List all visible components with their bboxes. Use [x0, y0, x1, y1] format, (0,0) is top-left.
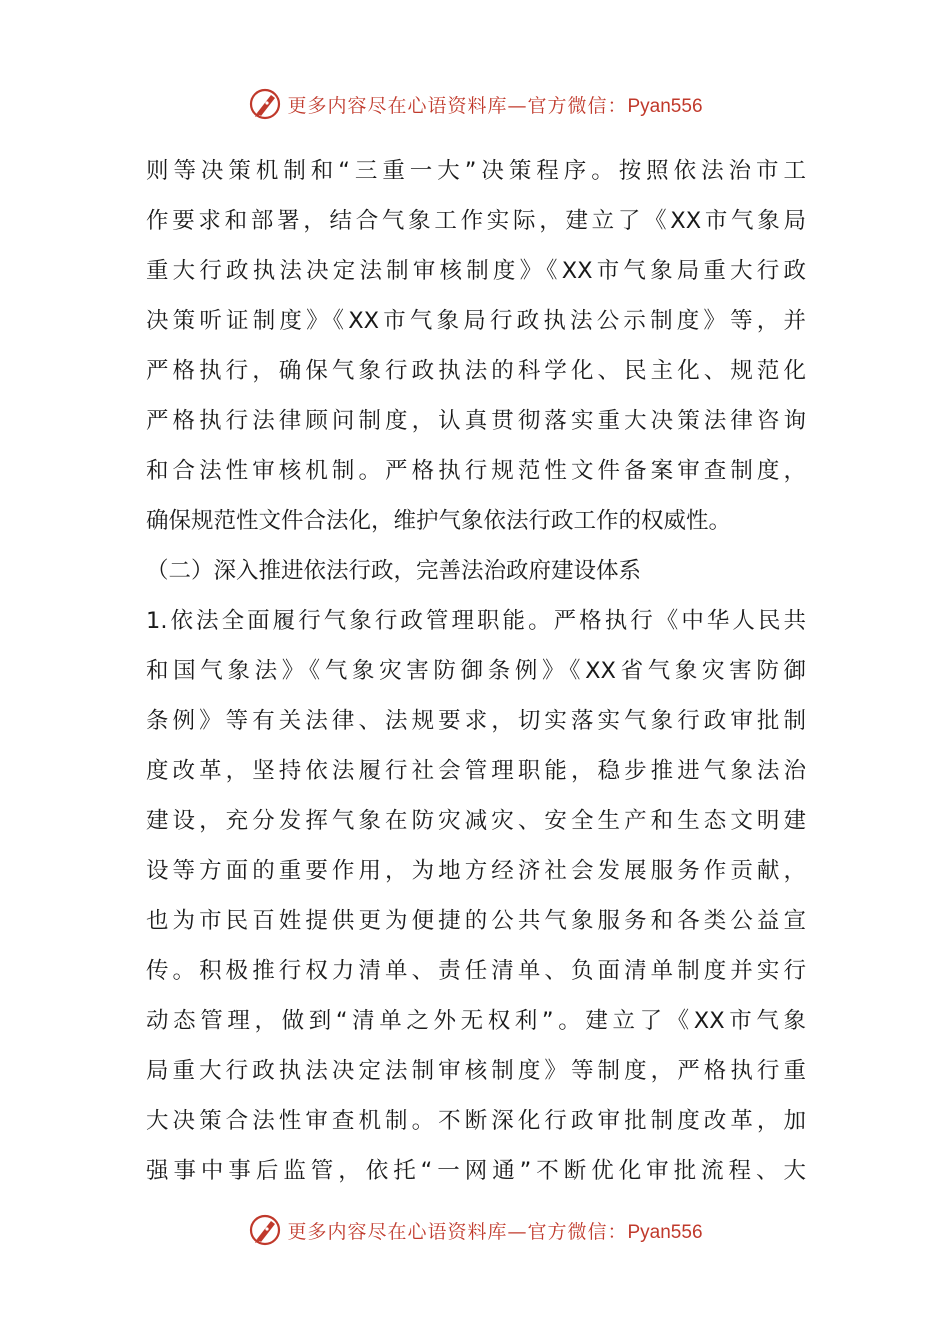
text-line: 重大行政执法决定法制审核制度》《XX市气象局重大行政 — [146, 258, 806, 284]
text-line: 传。积极推行权力清单、责任清单、负面清单制度并实行 — [146, 958, 806, 984]
text-line: 则等决策机制和“三重一大”决策程序。按照依法治市工 — [146, 158, 806, 184]
watermark-text: 更多内容尽在心语资料库—官方微信： — [287, 1220, 628, 1243]
text-line: 严格执行法律顾问制度，认真贯彻落实重大决策法律咨询 — [146, 408, 806, 434]
text-line: 大决策合法性审查机制。不断深化行政审批制度改革，加 — [146, 1108, 806, 1134]
text-line: （二）深入推进依法行政，完善法治政府建设体系 — [146, 558, 642, 584]
document-body — [146, 146, 806, 1196]
text-line: 度改革，坚持依法履行社会管理职能，稳步推进气象法治 — [146, 758, 806, 784]
text-line: 也为市民百姓提供更为便捷的公共气象服务和各类公益宣 — [146, 908, 806, 934]
text-line: 强事中事后监管，依托“一网通”不断优化审批流程、大 — [146, 1158, 806, 1184]
watermark-id: Pyan556 — [627, 95, 703, 117]
text-line: 严格执行，确保气象行政执法的科学化、民主化、规范化 — [146, 358, 806, 384]
text-line: 动态管理，做到“清单之外无权利”。建立了《XX市气象 — [146, 1008, 806, 1034]
pen-nib-icon — [247, 1212, 283, 1248]
text-line: 设等方面的重要作用，为地方经济社会发展服务作贡献， — [146, 858, 806, 884]
watermark-text: 更多内容尽在心语资料库—官方微信： — [287, 94, 628, 117]
footer-watermark — [0, 1210, 950, 1250]
text-line: 建设，充分发挥气象在防灾减灾、安全生产和生态文明建 — [146, 808, 806, 834]
text-line: 条例》等有关法律、法规要求，切实落实气象行政审批制 — [146, 708, 806, 734]
text-line: 作要求和部署，结合气象工作实际，建立了《XX市气象局 — [146, 208, 806, 234]
text-line: 确保规范性文件合法化，维护气象依法行政工作的权威性。 — [146, 508, 732, 534]
text-line: 决策听证制度》《XX市气象局行政执法公示制度》等，并 — [146, 308, 806, 334]
text-line: 局重大行政执法决定法制审核制度》等制度，严格执行重 — [146, 1058, 806, 1084]
header-watermark — [0, 84, 950, 124]
text-line: 1.依法全面履行气象行政管理职能。严格执行《中华人民共 — [146, 608, 806, 634]
text-line: 和国气象法》《气象灾害防御条例》《XX省气象灾害防御 — [146, 658, 806, 684]
watermark-id: Pyan556 — [627, 1221, 703, 1243]
text-line: 和合法性审核机制。严格执行规范性文件备案审查制度， — [146, 458, 806, 484]
pen-nib-icon — [247, 86, 283, 122]
